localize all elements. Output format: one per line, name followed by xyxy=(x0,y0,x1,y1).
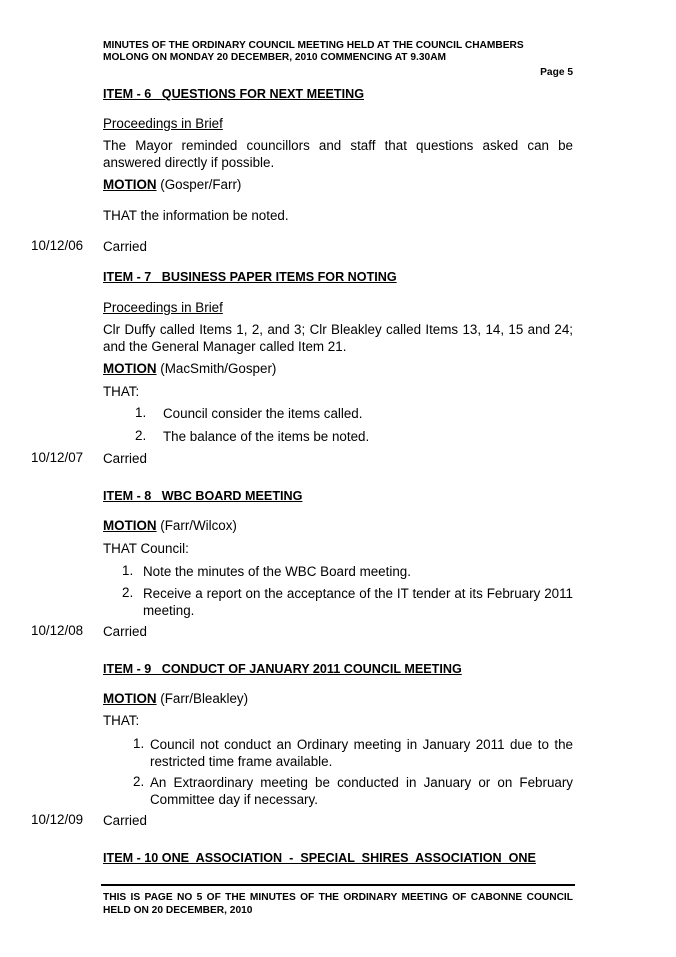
item-7-proceedings-text: Clr Duffy called Items 1, 2, and 3; Clr Bleakley called Items 13, 14, 15 and 24; and the General Manager called Item 21. xyxy=(103,322,573,354)
item-8-list-text-2: Receive a report on the acceptance of the IT tender at its February 2011 meeting. xyxy=(143,586,573,618)
item-8-list-text-1: Note the minutes of the WBC Board meeting. xyxy=(143,564,411,579)
item-7-list-text-2: The balance of the items be noted. xyxy=(163,429,370,444)
item-6-proceedings-text: The Mayor reminded councillors and staff that questions asked can be answered directly if possible. xyxy=(103,138,573,170)
header-line-1: MINUTES OF THE ORDINARY COUNCIL MEETING HELD AT THE COUNCIL CHAMBERS xyxy=(103,40,524,51)
footer-divider xyxy=(101,884,575,886)
item-9-list-text-1: Council not conduct an Ordinary meeting in January 2011 due to the restricted time frame available. xyxy=(150,737,573,769)
item-9-that: THAT: xyxy=(103,713,140,728)
item-7-outcome: Carried xyxy=(103,451,147,466)
item-8-that: THAT Council: xyxy=(103,541,189,556)
item-7-list-num-1: 1. xyxy=(135,405,147,420)
item-8-outcome: Carried xyxy=(103,624,147,639)
item-8-list-num-2: 2. xyxy=(122,585,134,600)
item-9-list-num-1: 1. xyxy=(133,736,145,751)
header-line-2: MOLONG ON MONDAY 20 DECEMBER, 2010 COMMENCING AT 9.30AM xyxy=(103,52,447,63)
item-7-resolution-number: 10/12/07 xyxy=(31,450,84,465)
item-8-heading: ITEM - 8 WBC BOARD MEETING xyxy=(103,489,303,503)
item-9-resolution-number: 10/12/09 xyxy=(31,812,84,827)
item-9-heading: ITEM - 9 CONDUCT OF JANUARY 2011 COUNCIL MEETING xyxy=(103,662,462,676)
motion-movers: (MacSmith/Gosper) xyxy=(156,361,277,376)
item-7-list-text-1: Council consider the items called. xyxy=(163,406,363,421)
item-6-resolution-text: THAT the information be noted. xyxy=(103,208,289,223)
motion-label: MOTION xyxy=(103,177,157,192)
motion-label: MOTION xyxy=(103,361,157,376)
item-10-heading: ITEM - 10 ONE ASSOCIATION - SPECIAL SHIRES ASSOCIATION ONE xyxy=(103,851,536,865)
item-8-list-num-1: 1. xyxy=(122,563,134,578)
motion-label: MOTION xyxy=(103,691,157,706)
item-6-resolution-number: 10/12/06 xyxy=(31,238,84,253)
item-7-motion xyxy=(103,360,573,377)
item-8-resolution-number: 10/12/08 xyxy=(31,623,84,638)
motion-movers: (Farr/Bleakley) xyxy=(156,691,249,706)
item-7-heading: ITEM - 7 BUSINESS PAPER ITEMS FOR NOTING xyxy=(103,270,397,284)
item-7-that: THAT: xyxy=(103,384,140,399)
item-9-list-text-2: An Extraordinary meeting be conducted in January or on February Committee day if necessary. xyxy=(150,775,573,807)
item-9-motion xyxy=(103,690,573,707)
item-6-outcome: Carried xyxy=(103,239,147,254)
item-6-motion xyxy=(103,176,573,193)
item-6-heading: ITEM - 6 QUESTIONS FOR NEXT MEETING xyxy=(103,87,364,101)
item-9-outcome: Carried xyxy=(103,813,147,828)
item-6-proceedings-label: Proceedings in Brief xyxy=(103,116,223,131)
page-footer: THIS IS PAGE NO 5 OF THE MINUTES OF THE ORDINARY MEETING OF CABONNE COUNCIL HELD ON 20 DECEMBER, 2010 xyxy=(103,892,573,916)
item-7-list-num-2: 2. xyxy=(135,428,147,443)
item-8-motion xyxy=(103,517,573,534)
motion-label: MOTION xyxy=(103,518,157,533)
page-number: Page 5 xyxy=(540,67,573,78)
item-7-proceedings-label: Proceedings in Brief xyxy=(103,300,223,315)
motion-movers: (Gosper/Farr) xyxy=(156,177,242,192)
motion-movers: (Farr/Wilcox) xyxy=(156,518,237,533)
page-header xyxy=(103,40,573,64)
item-9-list-num-2: 2. xyxy=(133,774,145,789)
